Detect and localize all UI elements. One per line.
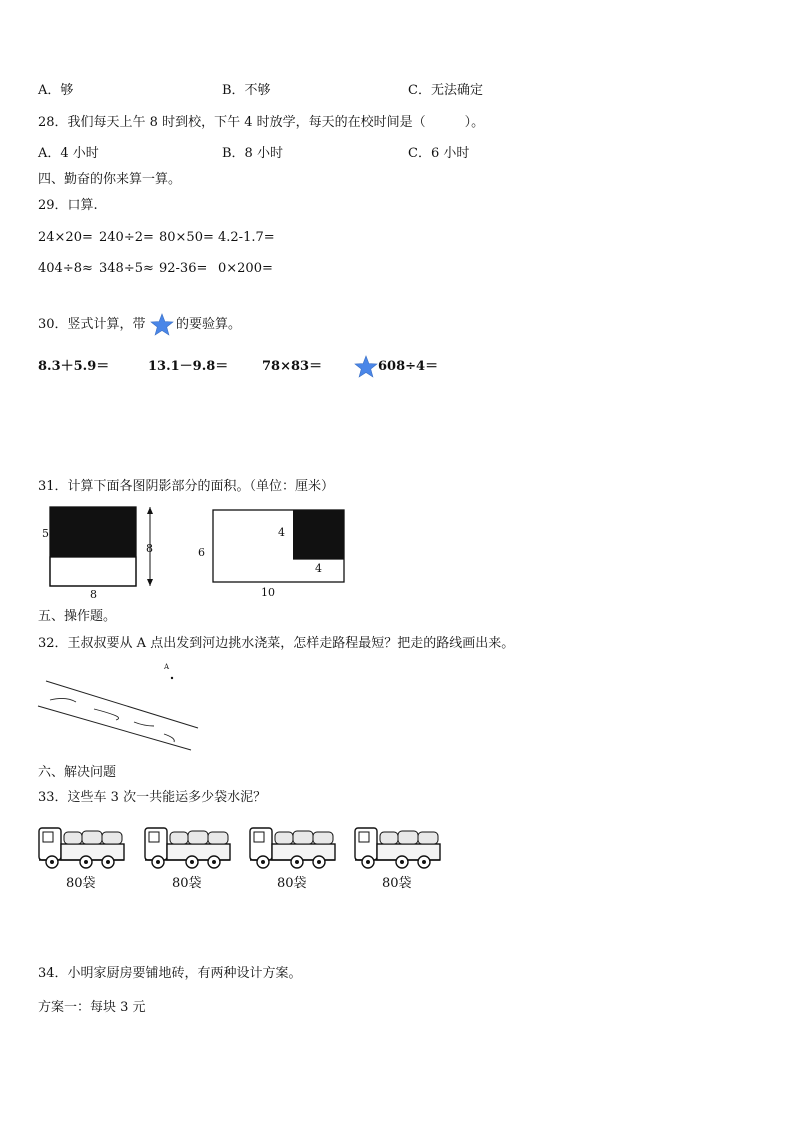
q34-plan1: 方案一：每块 3 元 (38, 1000, 146, 1015)
q34-question: 34．小明家厨房要铺地砖，有两种设计方案。 (38, 966, 302, 981)
truck-icon (247, 822, 339, 870)
q32-river-figure (36, 660, 216, 760)
q30-item-3: 78×83＝ (262, 359, 323, 374)
star-icon-verify (354, 355, 378, 379)
truck-label: 80袋 (66, 876, 96, 891)
section5-title: 五、操作题。 (38, 609, 117, 624)
q29-r2-c3: 92-36= (159, 261, 208, 276)
fig2-inner-label-bottom: 4 (315, 562, 322, 575)
q29-r2-c4: 0×200= (218, 261, 273, 276)
q29-r2-c2: 348÷5≈ (99, 261, 154, 276)
truck-item (36, 822, 128, 892)
q27-option-c: C．无法确定 (408, 83, 483, 98)
q29-r1-c1: 24×20= (38, 230, 93, 245)
q33-question: 33．这些车 3 次一共能运多少袋水泥？ (38, 790, 267, 805)
truck-icon (142, 822, 234, 870)
q29-r1-c4: 4.2-1.7= (218, 230, 275, 245)
truck-icon (352, 822, 444, 870)
truck-item (142, 822, 234, 892)
star-icon (150, 313, 174, 337)
truck-item (352, 822, 444, 892)
fig1-right-label: 8 (146, 542, 153, 555)
q30-title-before: 30．竖式计算，带 (38, 317, 146, 332)
truck-icon (36, 822, 128, 870)
fig1-left-label: 5 (42, 527, 49, 540)
section6-title: 六、解决问题 (38, 765, 117, 780)
point-a-label: A (164, 663, 170, 671)
fig2-left-label: 6 (198, 546, 205, 559)
q31-figure-2 (195, 500, 355, 600)
q28-option-b: B．8 小时 (222, 146, 283, 161)
fig1-bottom-label: 8 (90, 588, 97, 601)
truck-item (247, 822, 339, 892)
q29-r2-c1: 404÷8≈ (38, 261, 93, 276)
q29-r1-c3: 80×50= (159, 230, 214, 245)
q28-question: 28．我们每天上午 8 时到校，下午 4 时放学，每天的在校时间是（ ）。 (38, 115, 485, 130)
fig2-inner-label-top: 4 (278, 526, 285, 539)
truck-label: 80袋 (172, 876, 202, 891)
q30-title-after: 的要验算。 (176, 317, 242, 332)
q27-option-a: A．够 (38, 83, 74, 98)
fig2-bottom-label: 10 (261, 586, 275, 599)
truck-label: 80袋 (277, 876, 307, 891)
point-a-dot (171, 677, 173, 679)
truck-label: 80袋 (382, 876, 412, 891)
q31-title: 31．计算下面各图阴影部分的面积。（单位：厘米） (38, 479, 335, 494)
section4-title: 四、勤奋的你来算一算。 (38, 172, 182, 187)
q30-item-1: 8.3＋5.9＝ (38, 359, 110, 374)
q29-title: 29．口算. (38, 198, 98, 213)
q27-option-b: B．不够 (222, 83, 271, 98)
q31-figure-1 (40, 500, 170, 600)
q28-option-c: C．6 小时 (408, 146, 470, 161)
q30-item-4: 608÷4＝ (378, 359, 439, 374)
q32-question: 32．王叔叔要从 A 点出发到河边挑水浇菜，怎样走路程最短？把走的路线画出来。 (38, 636, 515, 651)
q28-option-a: A．4 小时 (38, 146, 99, 161)
q30-item-2: 13.1－9.8＝ (148, 359, 229, 374)
q29-r1-c2: 240÷2= (99, 230, 154, 245)
